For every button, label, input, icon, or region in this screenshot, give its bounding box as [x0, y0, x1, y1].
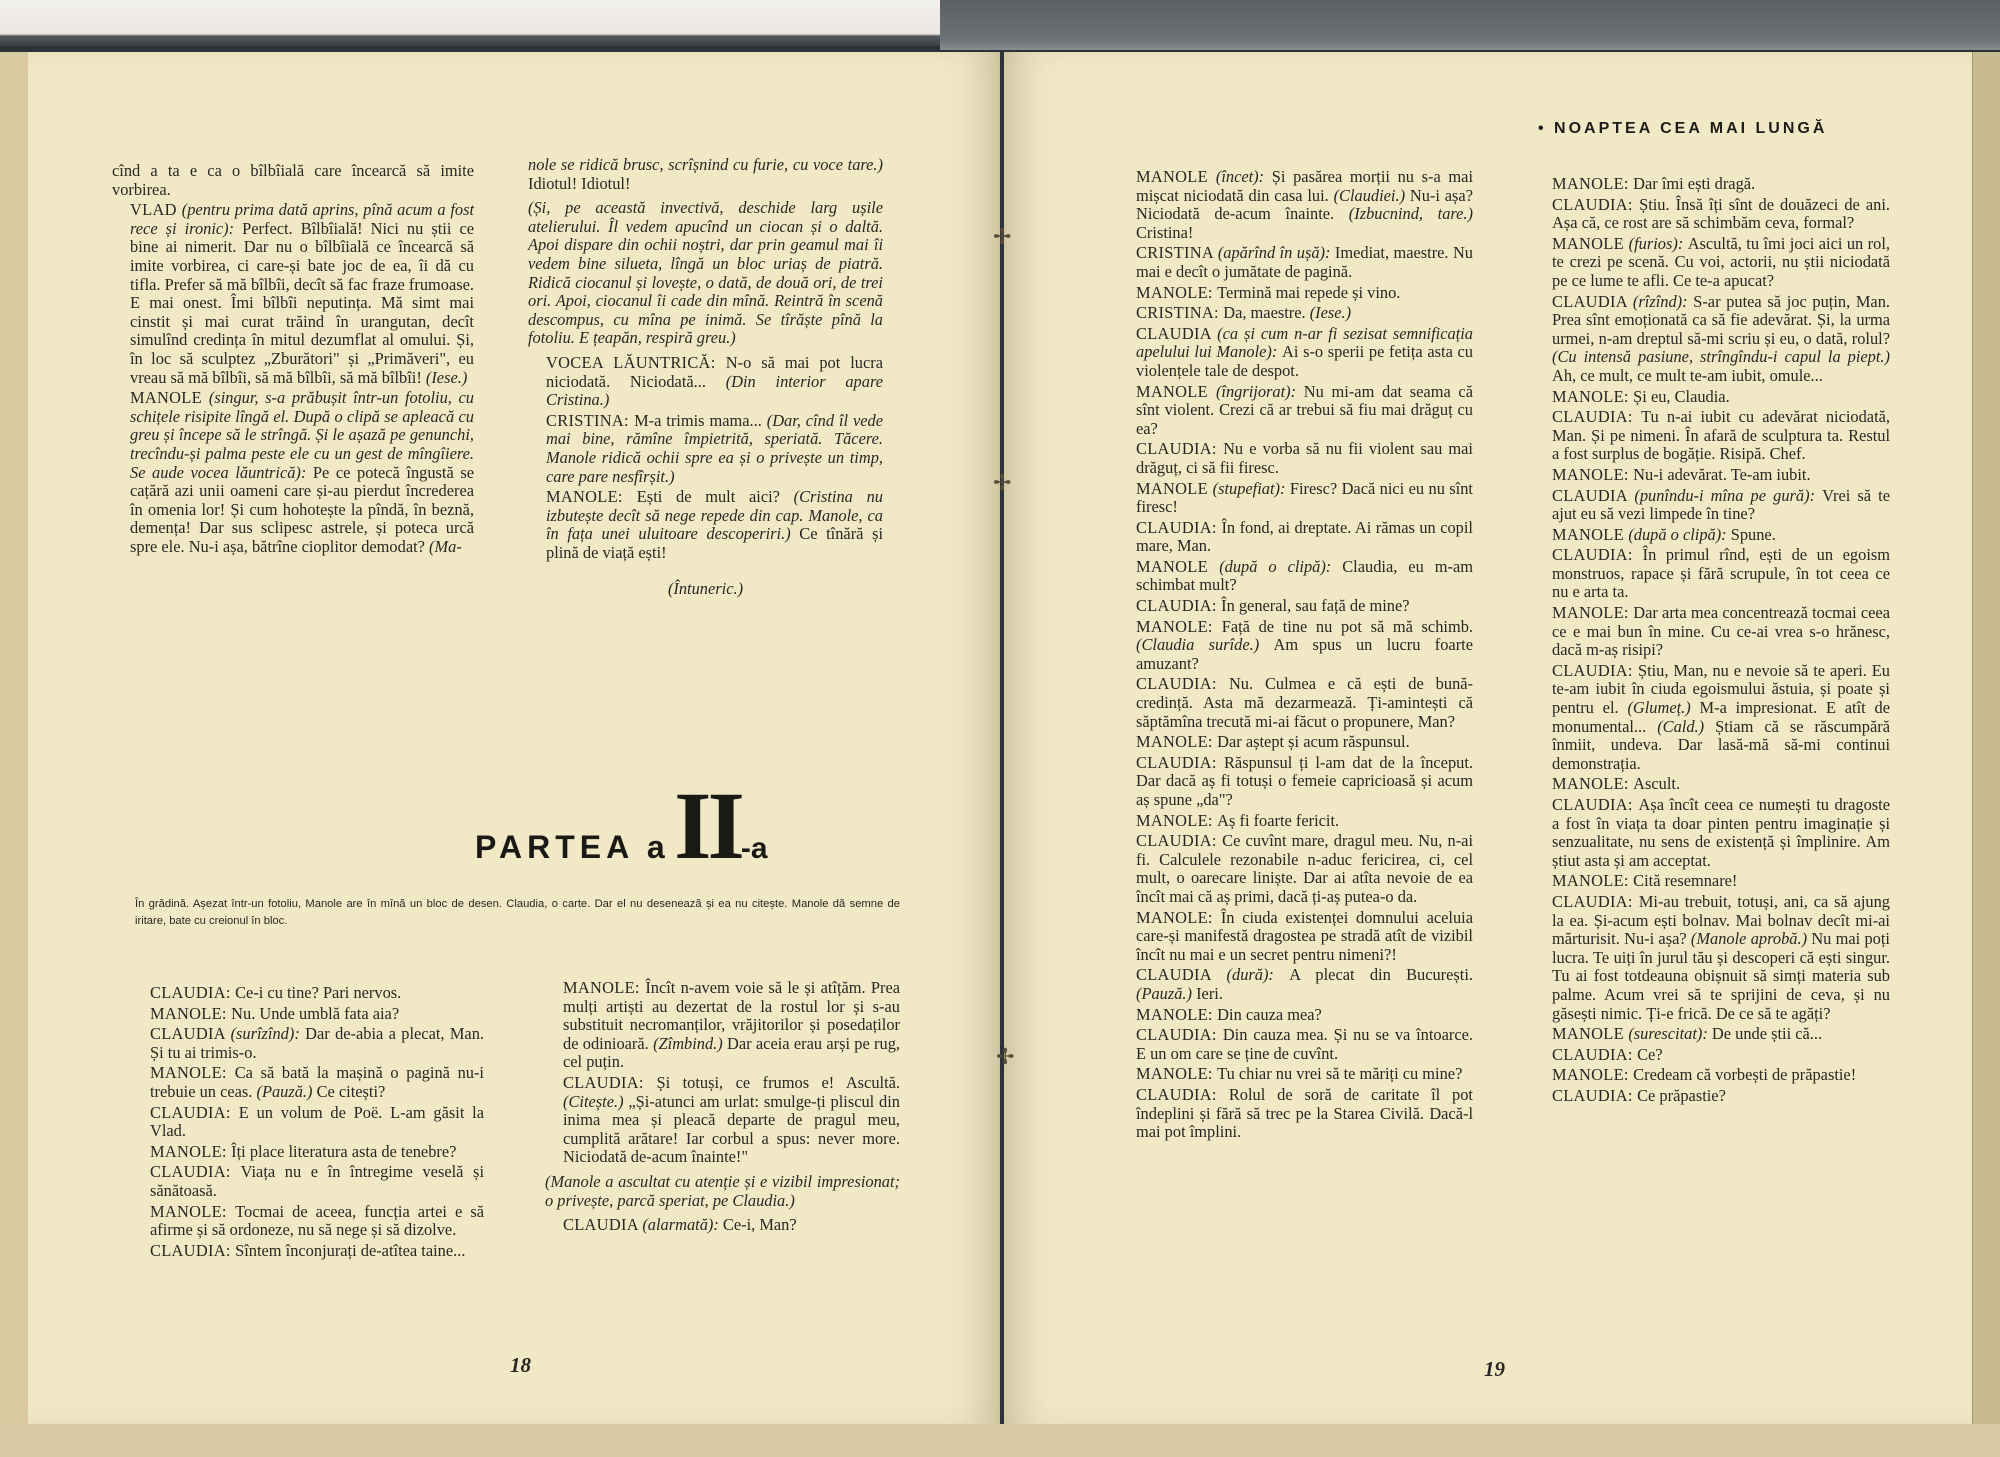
dialogue-line	[1534, 526, 1890, 545]
stage-direction: (Dar, cînd îl vede mai bine, rămîne împietrită, speriată. Tăcere. Manole ridică ochii spre ea și o privește un timp, care pare nesfîrșit.)	[546, 410, 883, 486]
dialogue-text: Cristina!	[1136, 222, 1194, 242]
speaker-name: MANOLE:	[1552, 603, 1634, 623]
dialogue-text: Știam că se răscumpără înmiit, undeva. Dar lasă-mă să-mi continui demonstrația.	[1552, 716, 1891, 773]
dialogue-text: Știu. Însă îți sînt de douăzeci de ani. Așa că, ce rost are să schimbăm ceva, formal?	[1552, 194, 1890, 233]
stage-direction: (Izbucnind, tare.)	[1348, 204, 1473, 224]
dialogue-text: Nu-i adevărat. Te-am iubit.	[1633, 464, 1811, 484]
dialogue-text: Dar de-abia a plecat, Man. Și tu ai trimis-o.	[150, 1024, 484, 1062]
stage-direction: (stupefiat):	[1212, 478, 1290, 498]
stage-direction: (Pauză.)	[1136, 983, 1197, 1003]
speaker-name: MANOLE:	[1552, 774, 1634, 794]
dialogue-line	[1534, 235, 1890, 291]
dialogue-text: De unde știi că...	[1711, 1024, 1823, 1044]
stage-direction: (Iese.)	[1309, 303, 1352, 323]
speaker-name: MANOLE	[1136, 556, 1220, 576]
speaker-name: MANOLE	[1136, 478, 1213, 498]
speaker-name: MANOLE:	[1136, 616, 1222, 636]
dialogue-text: M-a trimis mama...	[634, 410, 767, 430]
dialogue-line	[1534, 175, 1890, 194]
dialogue-line	[1534, 796, 1890, 870]
dialogue-text: M-a impresionat. E atît de monumental...	[1552, 698, 1890, 736]
dialogue-text: Spune.	[1730, 524, 1776, 544]
speaker-name: CLAUDIA:	[1552, 1044, 1638, 1064]
stage-direction: (Citește.)	[563, 1091, 629, 1111]
speaker-name: CLAUDIA:	[1552, 891, 1639, 911]
dialogue-line	[1118, 1006, 1473, 1025]
dialogue-text: Ce tînără și plină de viață ești!	[546, 524, 883, 562]
dialogue-line	[1118, 1065, 1473, 1084]
stage-direction: (singur, s-a prăbușit într-un fotoliu, cu schițele risipite lîngă el. După o clipă se apleacă cu greu și începe să le strîngă. Și le așază pe genunchi, trecîndu-și palma peste ele cu un gest de mîngîiere. Se aude vocea lăuntrică):	[130, 388, 474, 482]
stage-direction: (alarmată):	[642, 1215, 723, 1235]
dialogue-line	[1534, 604, 1890, 660]
speaker-name: MANOLE	[1136, 167, 1216, 186]
dialogue-line	[132, 1242, 484, 1261]
right-page-number: 19	[1484, 1357, 1505, 1381]
stage-direction: (Ma-	[429, 536, 462, 556]
stage-direction: (Cristina nu izbutește decît să nege repede din cap. Manole, ca în fața unei uluitoare descoperiri.)	[546, 487, 883, 544]
dialogue-text: Pe ce potecă îngustă se cațără azi unii oameni care și-au pierdut încrederea în omenia lor! Și cum hohotește la pîndă, în beznă, demența! Dar sus sclipesc astrele, și poteca urcă spre ele. Nu-i așa, bătrîne cioplitor demodat?	[130, 462, 474, 556]
dialogue-text: Nu e vorba să nu fii violent sau mai drăguț, ci să fii firesc.	[1136, 439, 1473, 477]
dialogue-line	[132, 1025, 484, 1062]
dialogue-text: Din cauza mea?	[1217, 1004, 1322, 1024]
dialogue-text: Idiotul! Idiotul!	[528, 173, 631, 193]
dialogue-line	[1534, 1087, 1890, 1106]
binding-thread-mark: ✢	[996, 1044, 1015, 1069]
dialogue-line	[132, 1143, 484, 1162]
stage-direction: (după o clipă):	[1219, 556, 1343, 576]
book-bottom-edge	[0, 1424, 2000, 1457]
dialogue-text: Tu chiar nu vrei să te măriți cu mine?	[1217, 1064, 1463, 1084]
dialogue-text: Ce cuvînt mare, dragul meu. Nu, n-ai fi. Calculele rezonabile n-aduc fericirea, ci, cel mult, o oarecare liniște. Dar ai atîta nevoie de ea încît mai că aș primi, dacă ți-aș putea-o da.	[1136, 831, 1473, 906]
dialogue-line	[1534, 872, 1890, 891]
stage-direction: nole se ridică brusc, scrîșnind cu furie, cu voce tare.)	[528, 155, 883, 174]
speaker-name: CLAUDIA	[1552, 291, 1633, 311]
dialogue-line	[528, 354, 883, 410]
stage-direction: (încet):	[1215, 167, 1272, 186]
dialogue-line	[132, 1163, 484, 1200]
dialogue-line	[1534, 893, 1890, 1023]
dialogue-text: Am spus un lucru foarte amuzant?	[1136, 635, 1473, 673]
speaker-name: CLAUDIA:	[1552, 545, 1643, 565]
stage-direction: (rîzînd):	[1632, 291, 1694, 311]
dialogue-line	[1118, 832, 1473, 906]
left-page-column-1	[112, 162, 474, 558]
part-title-word: PARTEA a	[475, 829, 670, 865]
dialogue-text: Nu-i așa? Niciodată de-acum înainte.	[1136, 185, 1473, 224]
dialogue-line	[1118, 440, 1473, 477]
speaker-name: MANOLE:	[150, 1141, 232, 1161]
speaker-name: CLAUDIA:	[1136, 831, 1223, 851]
stage-direction: (surescitat):	[1628, 1024, 1712, 1044]
dialogue-line	[132, 984, 484, 1003]
dialogue-text: Nu. Culmea e că ești de bună-credință. Asta mă dezarmează. Ți-amintești că săptămîna trecută mi-ai făcut o propunere, Man?	[1136, 674, 1473, 731]
dialogue-text: „Și-atunci am urlat: smulge-ți pliscul din inima mea și pleacă departe de pragul meu, cumplită arătare! Iar corbul a spus: never more. Niciodată de-acum înainte!"	[563, 1091, 900, 1167]
dialogue-text: Rolul de soră de caritate îl pot îndeplini și fără să trec pe la Starea Civilă. Dacă-l mai pot împlini.	[1136, 1084, 1473, 1142]
dialogue-line	[132, 1203, 484, 1240]
dialogue-line	[545, 979, 900, 1072]
stage-direction: (surîzînd):	[230, 1024, 306, 1044]
speaker-name: CLAUDIA	[563, 1215, 643, 1235]
stage-direction: (Glumeț.)	[1627, 698, 1700, 718]
dialogue-text: Ah, ce mult, ce mult te-am iubit, omule...	[1552, 365, 1823, 385]
dialogue-line	[1534, 1066, 1890, 1085]
stage-direction: (Întuneric.)	[667, 579, 744, 599]
dialogue-text: E un volum de Poë. L-am găsit la Vlad.	[150, 1102, 484, 1141]
stage-direction: (punîndu-i mîna pe gură):	[1634, 485, 1823, 505]
dialogue-line	[1118, 325, 1473, 381]
speaker-name: MANOLE	[1552, 233, 1629, 253]
dialogue-line	[112, 389, 474, 556]
dialogue-text: Aș fi foarte fericit.	[1217, 810, 1340, 830]
stage-direction: (Cald.)	[1657, 716, 1716, 736]
speaker-name: MANOLE:	[1552, 1065, 1634, 1085]
dialogue-line	[1534, 408, 1890, 464]
speaker-name: CLAUDIA:	[150, 1102, 239, 1122]
left-page-column-4	[545, 979, 900, 1237]
dialogue-text: N-o să mai pot lucra niciodată. Niciodată...	[546, 352, 883, 391]
dialogue-line	[1118, 244, 1473, 281]
speaker-name: CLAUDIA:	[1552, 194, 1640, 214]
dialogue-text: Mi-au trebuit, totuși, ani, ca să ajung la ea. Și-acum ești bolnav. Mai bolnav decît mi-ai mărturisit. Nu-i așa?	[1552, 891, 1891, 949]
dialogue-text: Tu n-ai iubit cu adevărat niciodată, Man. Și pe nimeni. În afară de sculptura ta. Restul a fost surplus de bogăție. Risipă. Chef.	[1552, 407, 1890, 464]
binding-thread-mark: ✢	[993, 224, 1012, 249]
speaker-name: MANOLE:	[150, 1063, 235, 1083]
dialogue-line	[1118, 966, 1473, 1003]
dialogue-text: Dar îmi ești dragă.	[1633, 174, 1756, 193]
dialogue-line	[1534, 196, 1890, 233]
right-page-column-1	[1118, 168, 1473, 1144]
dialogue-line	[1118, 618, 1473, 674]
dialogue-text: Ce-i cu tine? Pari nervos.	[235, 983, 402, 1002]
dialogue-line	[1118, 754, 1473, 810]
left-page-number: 18	[510, 1353, 531, 1377]
stage-direction: (pentru prima dată aprins, pînă acum a fost rece și ironic):	[130, 200, 474, 238]
speaker-name: CRISTINA	[1136, 243, 1218, 263]
scene-setting-directions: În grădină. Așezat într-un fotoliu, Manole are în mînă un bloc de desen. Claudia, o carte. Dar el nu desenează și ea nu citește. Manole dă semne de iritare, bate cu creionul în bloc.	[135, 898, 900, 927]
part-title	[475, 770, 768, 881]
speaker-name: MANOLE	[1552, 524, 1629, 544]
dialogue-text: În ciuda existenței domnului aceluia care-și manifestă dragostea pe stradă atît de vizibil încît nu mai e un secret pentru nimeni?!	[1136, 907, 1473, 964]
dialogue-line	[528, 412, 883, 486]
dialogue-text: În fond, ai dreptate. Ai rămas un copil mare, Man.	[1136, 517, 1473, 556]
binding-thread-mark: ✢	[993, 470, 1012, 495]
dialogue-text: Tocmai de aceea, funcția artei e să afirme și să ordoneze, nu să nege și să dizolve.	[150, 1201, 484, 1240]
dialogue-line	[1118, 168, 1473, 242]
scanner-background-top-right	[940, 0, 2000, 50]
stage-direction: (Din interior apare Cristina.)	[546, 371, 883, 410]
dialogue-line	[1118, 304, 1473, 323]
stage-direction: (Claudia surîde.)	[1136, 635, 1274, 655]
part-title-suffix: -a	[740, 832, 768, 865]
dialogue-line	[112, 162, 474, 199]
dialogue-text: Ascultă, tu îmi joci aici un rol, te crezi pe scenă. Cu voi, actorii, nu știi niciodată pe ce lume te afli. Ce te-a apucat?	[1552, 233, 1890, 290]
dialogue-text: Perfect. Bîlbîială! Nici nu știi ce bine ai nimerit. Dar nu o bîlbîială ce încearcă să imite vorbirea, ci care-și bate joc de ea, îi dă cu tifla. Prefer să mă bîlbîi, decît să fac fraze frumoase. E mai onest. Îmi bîlbîi neputința. Mă simt mai cinstit și mai curat trăind în urangutan, decît simulînd credința în mitul dezumflat al omului. Și, în loc să sculptez „Zburători" și „Primăveri", eu vreau să mă bîlbîi, să mă bîlbîi, să mă bîlbîi!	[130, 218, 474, 387]
dialogue-line	[1118, 284, 1473, 303]
dialogue-text: Ce prăpastie?	[1637, 1085, 1726, 1105]
dialogue-line	[545, 1074, 900, 1167]
speaker-name: CLAUDIA	[1136, 965, 1227, 985]
speaker-name: CLAUDIA:	[1136, 752, 1224, 772]
stage-direction: (Iese.)	[425, 367, 468, 387]
speaker-name: CLAUDIA:	[1136, 517, 1222, 537]
dialogue-line	[1534, 1025, 1890, 1044]
dialogue-text: Dar arta mea concentrează tocmai ceea ce e mai bun în mine. Cu ce-ai vrea s-o hrănesc, dacă m-aș risipi?	[1552, 603, 1890, 660]
dialogue-line	[112, 201, 474, 387]
dialogue-text: Sîntem înconjurați de-atîtea taine...	[235, 1240, 466, 1260]
dialogue-text: S-ar putea să joc puțin, Man. Prea sînt emoționată ca să fie adevărat. Și, la urma urmei, n-am dreptul să-mi scriu și eu, o dată, rolul?	[1552, 291, 1891, 348]
dialogue-line	[1118, 1086, 1473, 1142]
stage-direction: (Pauză.)	[256, 1081, 317, 1101]
running-head: • NOAPTEA CEA MAI LUNGĂ	[1538, 120, 1828, 137]
speaker-name: CLAUDIA:	[150, 1162, 241, 1182]
dialogue-line	[545, 1216, 900, 1235]
speaker-name: CLAUDIA:	[1136, 1025, 1223, 1045]
dialogue-text: Dar aștept și acum răspunsul.	[1217, 732, 1410, 752]
speaker-name: CLAUDIA	[150, 1024, 231, 1044]
speaker-name: MANOLE:	[1552, 174, 1634, 193]
stage-direction: (Manole aprobă.)	[1690, 929, 1812, 949]
speaker-name: CLAUDIA:	[1136, 439, 1224, 459]
speaker-name: MANOLE:	[150, 1003, 232, 1023]
dialogue-text: Și pasărea morții nu s-a mai mișcat niciodată din casa lui.	[1136, 167, 1474, 205]
dialogue-text: Din cauza mea. Și nu se va întoarce. E un om care se ține de cuvînt.	[1136, 1025, 1473, 1063]
dialogue-line	[1118, 812, 1473, 831]
dialogue-text: Așa încît ceea ce numești tu dragoste a fost în viața ta doar pinten pentru imaginație și senzualitate, nu sens de existență și împlinire. Am știut asta și am acceptat.	[1552, 795, 1890, 870]
speaker-name: CLAUDIA	[1136, 323, 1218, 343]
speaker-name: CLAUDIA:	[563, 1072, 657, 1092]
dialogue-line	[1534, 466, 1890, 485]
stage-direction: (Și, pe această invectivă, deschide larg ușile atelierului. Îl vedem apucînd un ciocan și o daltă. Apoi dispare din ochii noștri, dar prin geamul mai îi vedem bine silueta, lîngă un bloc uriaș de piatră. Ridică ciocanul și lovește, o dată, de două ori, de trei ori. Apoi, ciocanul îi cade din mînă. Reintră în scenă descompus, cu mîna pe inimă. Se tîrăște pînă la fotoliu. E țeapăn, respiră greu.)	[528, 198, 883, 348]
dialogue-text: Ieri.	[1196, 983, 1223, 1003]
speaker-name: MANOLE:	[1136, 732, 1218, 752]
dialogue-text: Da, maestre.	[1223, 303, 1310, 323]
dialogue-text: Firesc? Dacă nici eu nu sînt firesc!	[1136, 478, 1473, 517]
dialogue-text: Credeam că vorbești de prăpastie!	[1633, 1065, 1857, 1085]
dialogue-text: A plecat din București.	[1289, 965, 1473, 985]
dialogue-text: Știu, Man, nu e nevoie să te aperi. Eu te-am iubit în ciuda egoismului ăstuia, și poate și pentru el.	[1552, 660, 1891, 718]
speaker-name: CLAUDIA	[1552, 485, 1635, 505]
dialogue-line	[1118, 733, 1473, 752]
dialogue-text: Ești de mult aici?	[636, 487, 794, 507]
speaker-name: MANOLE	[1552, 1024, 1629, 1044]
speaker-name: CLAUDIA:	[1552, 660, 1638, 680]
part-title-numeral: II	[674, 772, 741, 879]
speaker-name: CLAUDIA:	[1552, 407, 1642, 427]
book-edge-right	[1972, 52, 2000, 1432]
dialogue-line	[528, 156, 883, 193]
dialogue-line	[1118, 383, 1473, 439]
speaker-name: MANOLE:	[1552, 871, 1634, 891]
speaker-name: CRISTINA:	[546, 410, 635, 430]
speaker-name: MANOLE	[1136, 381, 1216, 401]
speaker-name: CLAUDIA:	[1552, 1085, 1638, 1105]
stage-direction: (îngrijorat):	[1215, 381, 1304, 401]
stage-direction: (ca și cum n-ar fi sezisat semnificația apelului lui Manole):	[1136, 323, 1473, 362]
dialogue-text: Ce?	[1637, 1044, 1663, 1064]
dialogue-line	[1534, 388, 1890, 407]
dialogue-text: Imediat, maestre. Nu mai e decît o jumătate de pagină.	[1136, 243, 1473, 281]
dialogue-line	[1118, 480, 1473, 517]
dialogue-line	[1534, 487, 1890, 524]
dialogue-line	[1534, 293, 1890, 386]
dialogue-line	[132, 1104, 484, 1141]
dialogue-text: Nu. Unde umblă fata aia?	[231, 1003, 400, 1023]
speaker-name: CRISTINA:	[1136, 303, 1224, 323]
speaker-name: MANOLE:	[1136, 1064, 1218, 1084]
dialogue-line	[528, 199, 883, 348]
dialogue-text: Față de tine nu pot să mă schimb.	[1221, 616, 1473, 636]
dialogue-text: Ai s-o sperii pe fetița asta cu violențele tale de despot.	[1136, 342, 1473, 380]
stage-direction: (după o clipă):	[1628, 524, 1731, 544]
dialogue-text: Îți place literatura asta de tenebre?	[231, 1141, 457, 1161]
dialogue-line	[1534, 662, 1890, 774]
stage-direction: (Claudiei.)	[1333, 185, 1410, 205]
dialogue-text: În primul rînd, ești de un egoism monstruos, rapace și fără scrupule, în tot ceea ce nu e arta ta.	[1552, 545, 1890, 602]
speaker-name: CLAUDIA:	[1136, 674, 1229, 694]
speaker-name: MANOLE	[130, 388, 209, 408]
dialogue-text: Nu mi-am dat seama că sînt violent. Crezi că ar trebui să fiu mai drăguț cu ea?	[1136, 381, 1473, 438]
dialogue-text: Și eu, Claudia.	[1633, 386, 1730, 406]
stage-direction: (apărînd în ușă):	[1217, 243, 1335, 263]
speaker-name: VOCEA LĂUNTRICĂ:	[546, 352, 726, 372]
dialogue-line	[1534, 546, 1890, 602]
dialogue-line	[528, 580, 883, 599]
dialogue-text: Răspunsul ți l-am dat de la început. Dar dacă aș fi totuși o femeie capricioasă și acum aș spune „da"?	[1136, 752, 1473, 809]
dialogue-line	[132, 1064, 484, 1101]
dialogue-text: Ascult.	[1633, 774, 1681, 794]
stage-direction: (Cu intensă pasiune, strîngîndu-i capul la piept.)	[1552, 347, 1890, 367]
speaker-name: MANOLE:	[1136, 282, 1218, 302]
speaker-name: VLAD	[130, 200, 182, 220]
dialogue-line	[1534, 775, 1890, 794]
speaker-name: MANOLE:	[1136, 1004, 1218, 1024]
dialogue-line	[1118, 558, 1473, 595]
dialogue-text: Dar aceia erau arși pe rug, cel puțin.	[563, 1033, 901, 1072]
speaker-name: MANOLE:	[546, 487, 637, 507]
stage-direction: (Manole a ascultat cu atenție și e vizibil impresionat; o privește, parcă speriat, pe Claudia.)	[545, 1171, 900, 1210]
dialogue-line	[1118, 909, 1473, 965]
dialogue-text: Vrei să te ajut eu să vezi limpede în tine?	[1552, 485, 1890, 524]
speaker-name: CLAUDIA:	[1136, 596, 1222, 616]
dialogue-text: În general, sau față de mine?	[1221, 596, 1410, 616]
stage-direction: (Zîmbind.)	[653, 1033, 728, 1053]
speaker-name: MANOLE:	[563, 978, 646, 997]
speaker-name: MANOLE:	[150, 1201, 236, 1221]
dialogue-line	[528, 488, 883, 562]
dialogue-text: Termină mai repede și vino.	[1217, 282, 1401, 302]
speaker-name: CLAUDIA:	[150, 983, 236, 1002]
speaker-name: CLAUDIA:	[1136, 1084, 1229, 1104]
left-page-column-2	[528, 156, 883, 601]
speaker-name: MANOLE:	[1552, 464, 1634, 484]
dialogue-line	[1534, 1046, 1890, 1065]
dialogue-text: Nu mai poți lucra. Te uiți în jurul tău și descoperi că ești singur. Tu ai fost totdeauna obișnuit să simți materia sub palme. Acum vrei să te sprijini de ceva, și nu găsești nimic. Ți-e frică. De ce să te agăți?	[1552, 929, 1890, 1023]
dialogue-line	[545, 1173, 900, 1210]
dialogue-line	[132, 1005, 484, 1024]
stage-direction: (furios):	[1628, 233, 1688, 253]
dialogue-line	[1118, 519, 1473, 556]
dialogue-line	[1118, 675, 1473, 731]
speaker-name: MANOLE:	[1552, 386, 1634, 406]
dialogue-line	[1118, 597, 1473, 616]
speaker-name: MANOLE:	[1136, 907, 1221, 927]
book-edge-left	[0, 52, 29, 1432]
speaker-name: CLAUDIA:	[1552, 795, 1639, 814]
dialogue-text: Încît n-avem voie să le și atîțăm. Prea mulți artiști au dezertat de la rostul lor și s-au substituit necromanților, vrăjitorilor și posedaților de odinioară.	[563, 978, 900, 1053]
dialogue-text: Claudia, eu m-am schimbat mult?	[1136, 556, 1473, 595]
dialogue-text: Cită resemnare!	[1633, 871, 1738, 891]
dialogue-text: cînd a ta e ca o bîlbîială care încearcă să imite vorbirea.	[112, 161, 474, 199]
dialogue-text: Ce citești?	[316, 1081, 386, 1101]
dialogue-text: Și totuși, ce frumos e! Ascultă.	[656, 1072, 900, 1092]
dialogue-line	[1118, 1026, 1473, 1063]
left-page-column-3	[132, 984, 484, 1262]
dialogue-text: Viața nu e în întregime veselă și sănătoasă.	[150, 1162, 484, 1200]
dialogue-text: Ca să bată la mașină o pagină nu-i trebuie un ceas.	[150, 1063, 484, 1101]
stage-direction: (dură):	[1226, 965, 1290, 985]
right-page-column-2	[1534, 175, 1890, 1108]
speaker-name: CLAUDIA:	[150, 1240, 236, 1260]
dialogue-text: Ce-i, Man?	[722, 1215, 797, 1235]
speaker-name: MANOLE:	[1136, 810, 1218, 830]
